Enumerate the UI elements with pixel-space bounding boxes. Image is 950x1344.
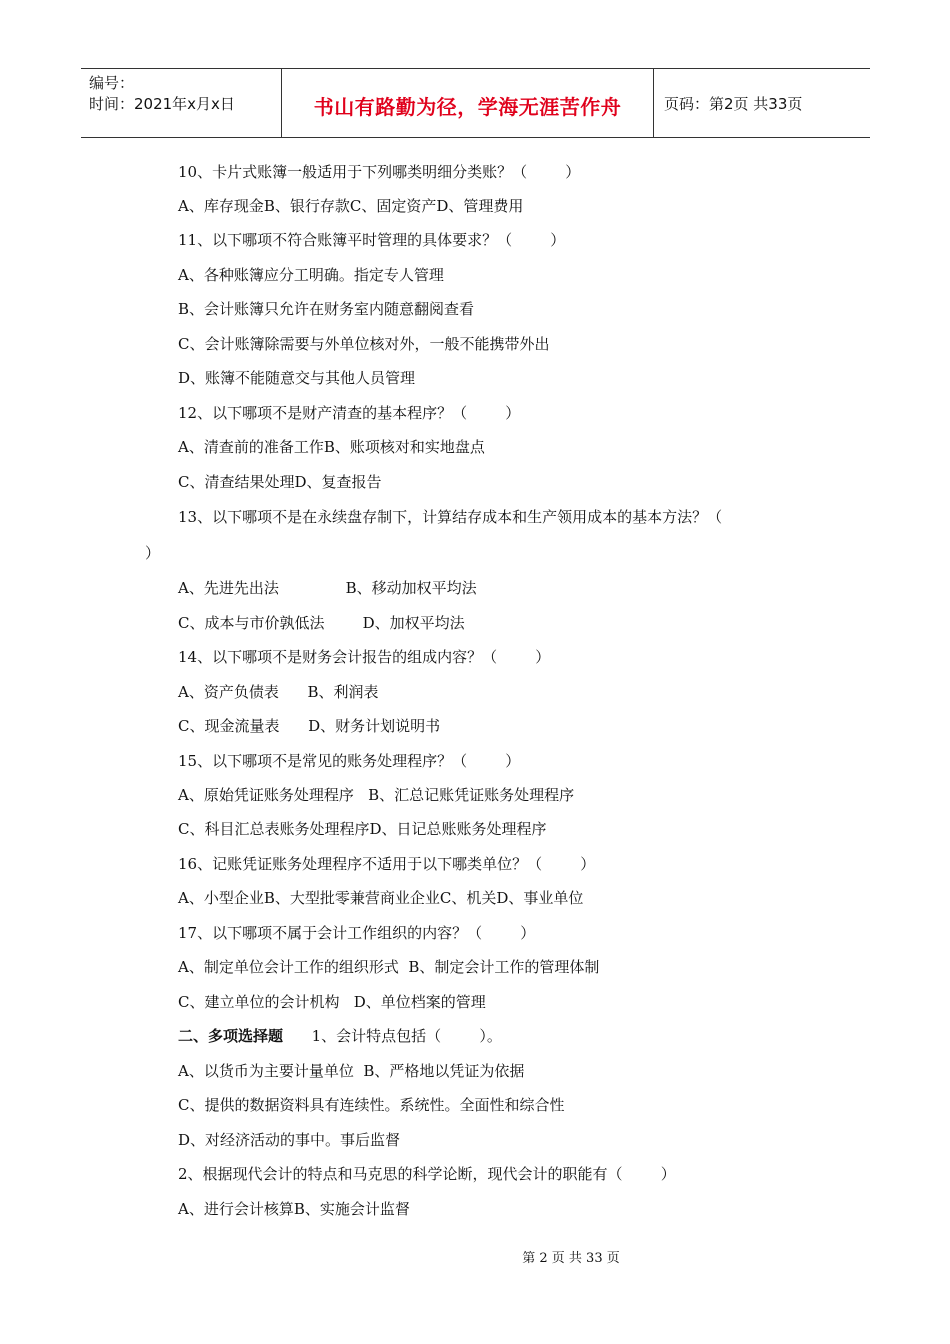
time-label: 时间：2021年x月x日 — [89, 95, 235, 113]
number-label: 编号： — [89, 74, 135, 92]
question-line: 15、以下哪项不是常见的账务处理程序？（ ） — [178, 752, 521, 770]
question-line: 14、以下哪项不是财务会计报告的组成内容？（ ） — [178, 648, 551, 666]
option-line: A、以货币为主要计量单位 B、严格地以凭证为依据 — [178, 1062, 525, 1080]
header-meta — [81, 69, 282, 137]
question-line: 12、以下哪项不是财产清查的基本程序？（ ） — [178, 404, 521, 422]
question-line: 1、会计特点包括（ ）。 — [283, 1027, 502, 1045]
option-line: D、对经济活动的事中。事后监督 — [178, 1131, 401, 1149]
question-line: 11、以下哪项不符合账簿平时管理的具体要求？（ ） — [178, 231, 566, 249]
question-line-continuation: ） — [145, 544, 161, 562]
option-line: C、建立单位的会计机构 D、单位档案的管理 — [178, 993, 486, 1011]
question-line: 17、以下哪项不属于会计工作组织的内容？（ ） — [178, 924, 536, 942]
question-line: 13、以下哪项不是在永续盘存制下，计算结存成本和生产领用成本的基本方法？（ — [178, 508, 723, 526]
option-line: A、各种账簿应分工明确。指定专人管理 — [178, 266, 444, 284]
option-line: B、会计账簿只允许在财务室内随意翻阅查看 — [178, 300, 475, 318]
option-line: C、科目汇总表账务处理程序D、日记总账账务处理程序 — [178, 820, 547, 838]
header-page-info: 页码：第2页 共33页 — [664, 94, 803, 113]
option-line: A、原始凭证账务处理程序 B、汇总记账凭证账务处理程序 — [178, 786, 575, 804]
option-line: A、先进先出法 B、移动加权平均法 — [178, 579, 477, 597]
option-line: A、清查前的准备工作B、账项核对和实地盘点 — [178, 438, 485, 456]
option-line: C、会计账簿除需要与外单位核对外，一般不能携带外出 — [178, 335, 550, 353]
option-line: A、资产负债表 B、利润表 — [178, 683, 379, 701]
page-header — [81, 68, 870, 138]
section-line — [178, 1026, 502, 1046]
question-line: 2、根据现代会计的特点和马克思的科学论断，现代会计的职能有（ ） — [178, 1165, 676, 1183]
header-motto: 书山有路勤为径，学海无涯苦作舟 — [282, 69, 654, 137]
option-line: A、进行会计核算B、实施会计监督 — [178, 1200, 410, 1218]
option-line: C、现金流量表 D、财务计划说明书 — [178, 717, 441, 735]
question-line: 10、卡片式账簿一般适用于下列哪类明细分类账？（ ） — [178, 163, 581, 181]
option-line: C、成本与市价孰低法 D、加权平均法 — [178, 614, 465, 632]
option-line: C、清查结果处理D、复查报告 — [178, 473, 382, 491]
option-line: C、提供的数据资料具有连续性。系统性。全面性和综合性 — [178, 1096, 565, 1114]
option-line: A、库存现金B、银行存款C、固定资产D、管理费用 — [178, 197, 524, 215]
option-line: A、制定单位会计工作的组织形式 B、制定会计工作的管理体制 — [178, 958, 600, 976]
section-heading: 二、多项选择题 — [178, 1027, 284, 1045]
option-line: D、账簿不能随意交与其他人员管理 — [178, 369, 416, 387]
question-line: 16、记账凭证账务处理程序不适用于以下哪类单位？（ ） — [178, 855, 596, 873]
option-line: A、小型企业B、大型批零兼营商业企业C、机关D、事业单位 — [178, 889, 584, 907]
page-footer: 第 2 页 共 33 页 — [522, 1251, 620, 1266]
